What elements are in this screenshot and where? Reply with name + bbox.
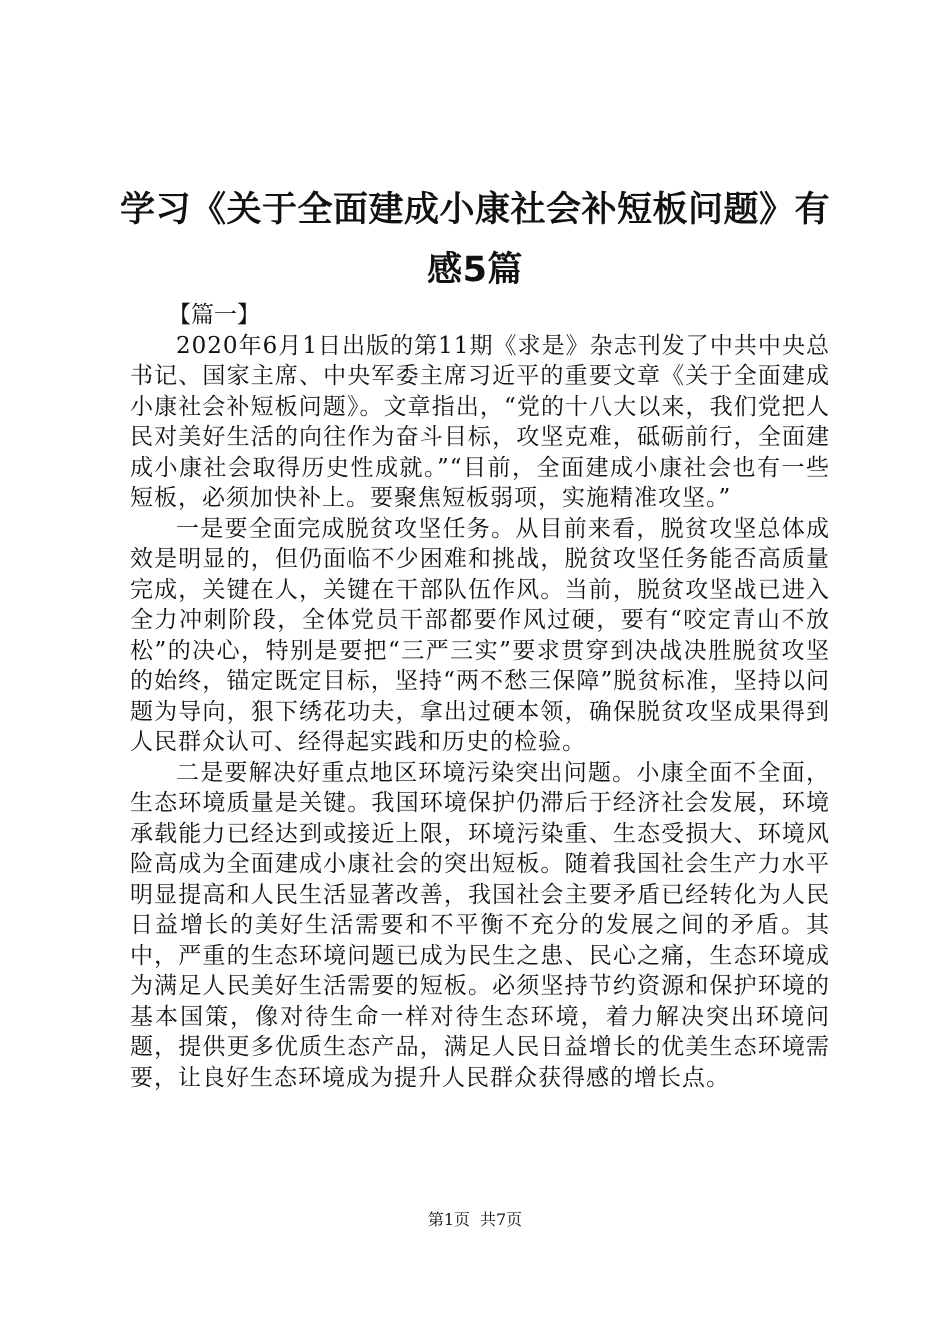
paragraph-3: 二是要解决好重点地区环境污染突出问题。小康全面不全面，生态环境质量是关键。我国环境保护仍滞后于经济社会发展，环境承载能力已经达到或接近上限，环境污染重、生态受损大、环境风险高成为全面建成小康社会的突出短板。随着我国社会生产力水平明显提高和人民生活显著改善，我国社会主要矛盾已经转化为人民日益增长的美好生活需要和不平衡不充分的发展之间的矛盾。其中，严重的生态环境问题已成为民生之患、民心之痛，生态环境成为满足人民美好生活需要的短板。必须坚持节约资源和保护环境的基本国策，像对待生命一样对待生态环境，着力解决突出环境问题，提供更多优质生态产品，满足人民日益增长的优美生态环境需要，让良好生态环境成为提升人民群众获得感的增长点。 bbox=[130, 759, 830, 1091]
page-number-current: 第1页 bbox=[427, 1210, 470, 1229]
paragraph-1: 2020年6月1日出版的第11期《求是》杂志刊发了中共中央总书记、国家主席、中央军委主席习近平的重要文章《关于全面建成小康社会补短板问题》。文章指出，“党的十八大以来，我们党把人民对美好生活的向往作为奋斗目标，攻坚克难，砥砺前行，全面建成小康社会取得历史性成就。”“目前，全面建成小康社会也有一些短板，必须加快补上。要聚焦短板弱项，实施精准攻坚。” bbox=[130, 332, 830, 511]
page-footer bbox=[0, 1210, 950, 1230]
document-title: 学习《关于全面建成小康社会补短板问题》有感5篇 bbox=[119, 190, 830, 290]
paragraph-2: 一是要全面完成脱贫攻坚任务。从目前来看，脱贫攻坚总体成效是明显的，但仍面临不少困难和挑战，脱贫攻坚任务能否高质量完成，关键在人，关键在干部队伍作风。当前，脱贫攻坚战已进入全力冲刺阶段，全体党员干部都要作风过硬，要有“咬定青山不放松”的决心，特别是要把“三严三实”要求贯穿到决战决胜脱贫攻坚的始终，锚定既定目标，坚持“两不愁三保障”脱贫标准，坚持以问题为导向，狠下绣花功夫，拿出过硬本领，确保脱贫攻坚成果得到人民群众认可、经得起实践和历史的检验。 bbox=[130, 515, 830, 755]
section-label: 【篇一】 bbox=[168, 302, 260, 328]
document-body bbox=[130, 300, 830, 1093]
page-number-total: 共7页 bbox=[480, 1210, 523, 1229]
